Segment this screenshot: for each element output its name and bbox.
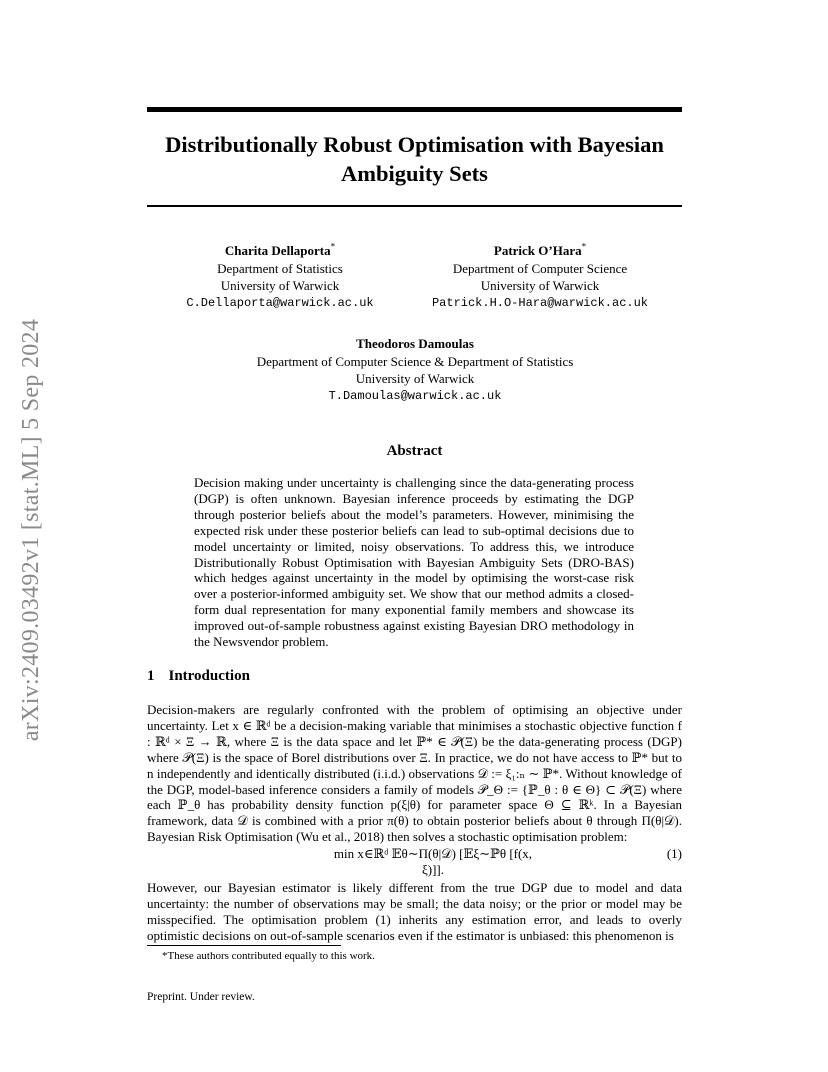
author-name: Patrick O’Hara — [493, 243, 582, 258]
author-university: University of Warwick — [220, 278, 340, 293]
arxiv-identifier: arXiv:2409.03492v1 [stat.ML] 5 Sep 2024 — [18, 318, 44, 742]
author-email[interactable]: T.Damoulas@warwick.ac.uk — [328, 388, 502, 403]
equal-contribution-mark: * — [330, 241, 336, 252]
title-line-1: Distributionally Robust Optimisation with Bayesian — [165, 132, 664, 157]
author-name: Charita Dellaporta — [224, 243, 331, 258]
intro-paragraph-2: However, our Bayesian estimator is likely different from the true DGP due to model and data uncertainty: the number of observations may be small; the data noisy; or the prior or model may be misspecified. The optimisation problem (1) inherits any estimation error, and leads to overly optimistic decisions on out-of-sample scenarios even if the estimator is unbiased: this phenomenon is — [147, 880, 682, 943]
paper-title — [147, 130, 682, 188]
author-name: Theodoros Damoulas — [356, 336, 474, 351]
author-department: Department of Computer Science — [452, 260, 628, 276]
author-department: Department of Computer Science & Department of Statistics — [256, 353, 574, 369]
author-block-1 — [170, 242, 390, 312]
author-email[interactable]: C.Dellaporta@warwick.ac.uk — [186, 295, 374, 310]
section-title: Introduction — [168, 668, 250, 684]
author-block-2 — [410, 242, 670, 312]
equal-contribution-mark: * — [581, 241, 587, 252]
abstract-heading: Abstract — [386, 443, 443, 459]
intro-paragraph-1: Decision-makers are regularly confronted with the problem of optimising an objective under uncertainty. Let x ∈ ℝᵈ be a decision-making variable that minimises a stochastic objective function f : ℝᵈ × Ξ → ℝ, where Ξ is the data space and let ℙ* ∈ 𝒫(Ξ) be the data-generating process (DGP) where 𝒫(Ξ) is the space of Borel distributions over Ξ. In practice, we do not have access to ℙ* but to n independently and identically distributed (i.i.d.) observations 𝒟 := ξ₁:ₙ ∼ ℙ*. Without knowledge of the DGP, model-based inference considers a family of models 𝒫_Θ := {ℙ_θ : θ ∈ Θ} ⊂ 𝒫(Ξ) where each ℙ_θ has probability density function p(ξ|θ) for parameter space Θ ⊆ ℝᵏ. In a Bayesian framework, data 𝒟 is combined with a prior π(θ) to obtain posterior beliefs about θ through Π(θ|𝒟). Bayesian Risk Optimisation (Wu et al., 2018) then solves a stochastic optimisation problem: — [147, 702, 682, 845]
title-bottom-rule — [147, 205, 682, 207]
section-heading — [147, 668, 250, 685]
preprint-note: Preprint. Under review. — [147, 991, 255, 1003]
equation-number: (1) — [666, 846, 682, 861]
author-university: University of Warwick — [355, 371, 475, 386]
title-top-rule — [147, 107, 682, 112]
equation-expression: min x∈ℝᵈ 𝔼θ∼Π(θ|𝒟) [𝔼ξ∼ℙθ [f(x, ξ)]]. — [333, 846, 533, 877]
abstract-body: Decision making under uncertainty is challenging since the data-generating process (DGP) is often unknown. Bayesian inference proceeds by estimating the DGP through posterior beliefs about the model’s parameters. However, minimising the expected risk under these posterior beliefs can lead to sub-optimal decisions due to model uncertainty or limited, noisy observations. To address this, we introduce Distributionally Robust Optimisation with Bayesian Ambiguity Sets (DRO-BAS) which hedges against uncertainty in the model by optimising the worst-case risk over a posterior-informed ambiguity set. We show that our method admits a closed-form dual representation for many exponential family members and showcase its improved out-of-sample robustness against existing Bayesian DRO methodology in the Newsvendor problem. — [194, 475, 634, 650]
author-department: Department of Statistics — [217, 260, 343, 276]
equation-1 — [147, 846, 682, 877]
footnote: *These authors contributed equally to this work. — [162, 950, 375, 962]
author-block-3 — [200, 335, 630, 405]
title-line-2: Ambiguity Sets — [341, 161, 488, 186]
author-university: University of Warwick — [480, 278, 600, 293]
footnote-rule — [147, 945, 341, 946]
section-number: 1 — [147, 668, 155, 684]
author-email[interactable]: Patrick.H.O-Hara@warwick.ac.uk — [431, 295, 649, 310]
